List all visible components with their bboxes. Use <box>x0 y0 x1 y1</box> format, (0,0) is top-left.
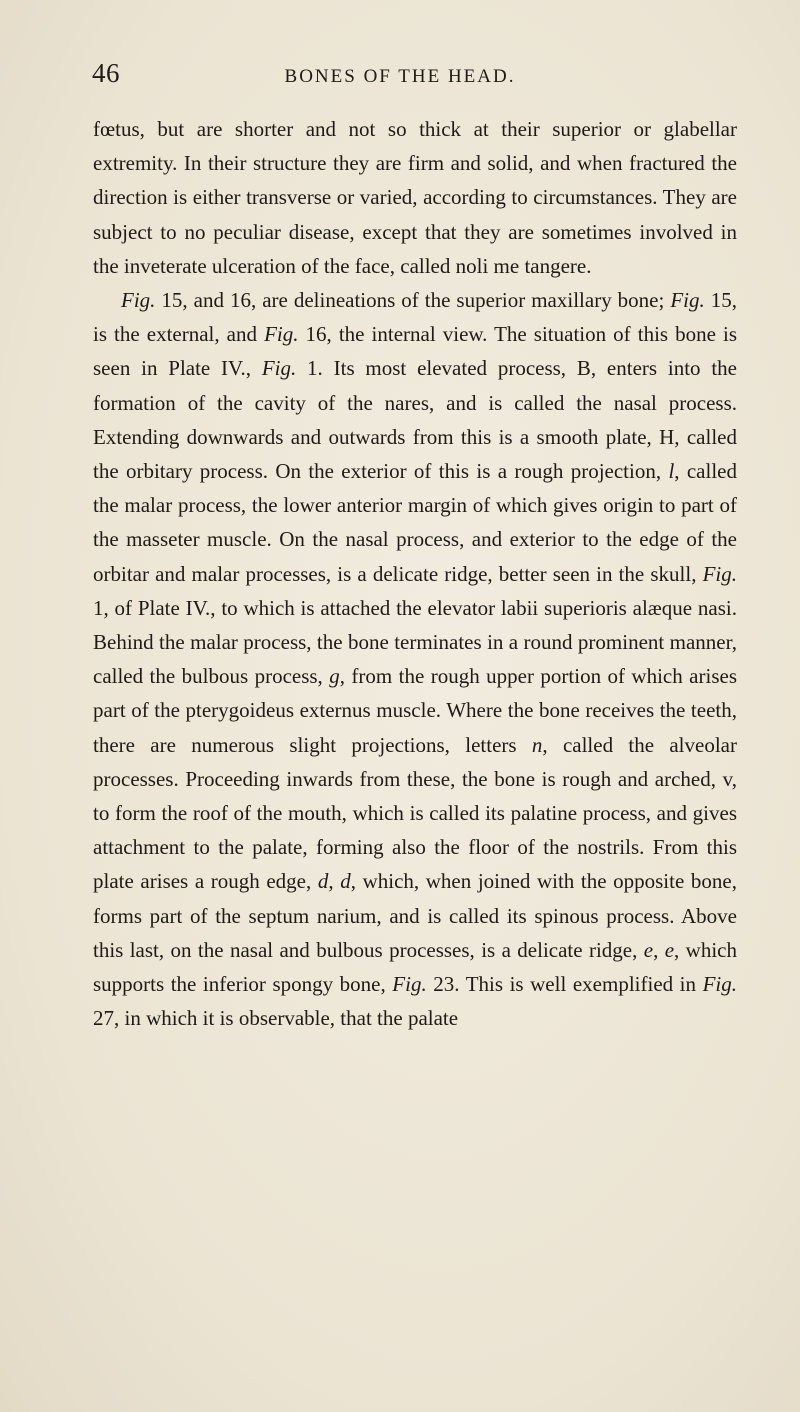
text-run: 23. This is well exemplified in <box>426 972 703 997</box>
text-run: 15, is the external, and <box>93 288 737 347</box>
italic-text-run: l <box>668 459 675 484</box>
text-run: , called the alveolar processes. Proceeding inwards from these, the bone is rough and arched, v, to form the roof of the mouth, which is called its palatine process, and gives attachment to the palate, forming also the floor of the nostrils. From this plate arises a rough edge, <box>93 732 737 894</box>
text-run: 27, in which it is observable, that the palate <box>93 1006 459 1031</box>
paragraph-continued <box>93 112 737 283</box>
italic-text-run: n <box>531 732 543 757</box>
text-run: , <box>328 869 341 894</box>
text-run: 1. Its most elevated process, B, enters into the formation of the cavity of the nares, and is called the nasal process. Extending downwards and outwards from this is a smooth plate, H, called the orbitary process. On the exterior of this is a rough projection, <box>93 356 738 484</box>
page-number: 46 <box>92 58 120 88</box>
italic-text-run: e <box>664 937 675 962</box>
italic-text-run: d <box>340 869 351 894</box>
paragraph-maxillary-bone <box>93 283 737 1035</box>
text-run: 16, the internal view. The situation of this bone is seen in Plate IV., <box>93 322 737 381</box>
italic-text-run: Fig. <box>264 322 299 347</box>
text-run: , <box>653 937 665 962</box>
italic-text-run: d <box>317 869 329 894</box>
text-run: , which, when joined with the opposite bone, forms part of the septum narium, and is called its spinous process. Above this last, on the nasal and bulbous processes, is a delicate ridge, <box>93 869 737 962</box>
italic-text-run: Fig. <box>392 972 427 997</box>
body-text <box>93 112 737 1035</box>
italic-text-run: Fig. <box>702 972 737 997</box>
text-run: fœtus, but are shorter and not so thick at their superior or glabellar extremity. In their structure they are firm and solid, and when fractured the direction is either transverse or varied, according to circumstances. They are subject to no peculiar disease, except that they are sometimes involved in the inveterate ulceration of the face, called noli me tangere. <box>93 117 737 278</box>
text-run: , from the rough upper portion of which arises part of the pterygoideus externus muscle. Where the bone receives the teeth, there are numerous slight projections, letters <box>93 664 738 757</box>
text-run: 15, and 16, are delineations of the superior maxillary bone; <box>155 288 671 313</box>
italic-text-run: g <box>329 664 340 689</box>
text-run: 1, of Plate IV., to which is attached the elevator labii superioris alæque nasi. Behind the malar process, the bone terminates in a round prominent manner, called the bulbous process, <box>93 595 737 689</box>
text-run: , called the malar process, the lower anterior margin of which gives origin to part of the masseter muscle. On the nasal process, and exterior to the edge of the orbitar and malar processes, is a delicate ridge, better seen in the skull, <box>93 459 737 586</box>
italic-text-run: Fig. <box>702 561 737 586</box>
italic-text-run: Fig. <box>261 356 297 381</box>
text-run: , which supports the inferior spongy bone, <box>93 937 738 997</box>
italic-text-run: e <box>643 937 654 962</box>
italic-text-run: Fig. <box>670 288 705 313</box>
running-title: BONES OF THE HEAD. <box>284 66 516 87</box>
running-head <box>0 58 800 102</box>
italic-text-run: Fig. <box>121 288 156 313</box>
